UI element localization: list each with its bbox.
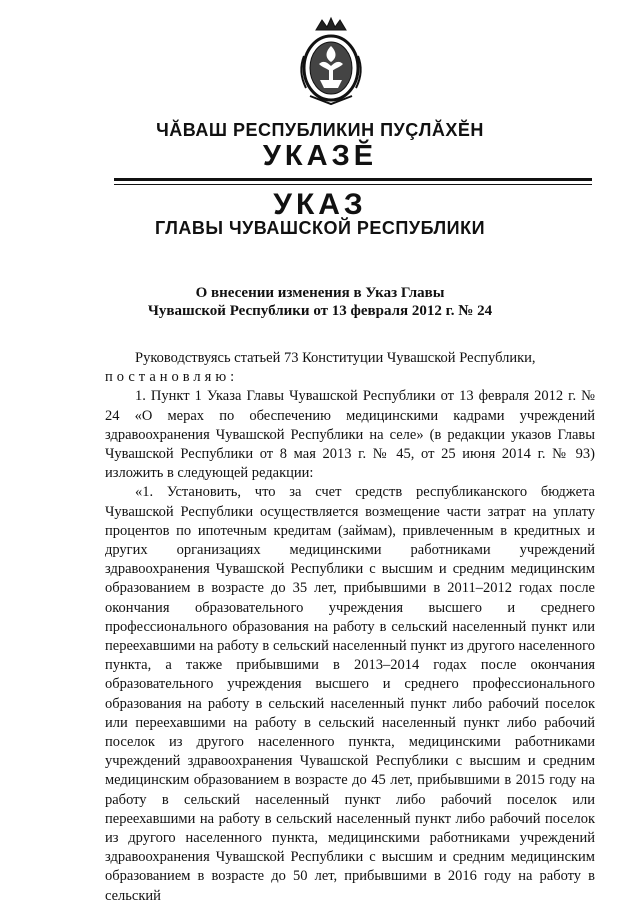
header-divider-thick	[114, 178, 592, 181]
document-body	[105, 349, 595, 906]
header-chuvash-line2: УКАЗĔ	[262, 140, 378, 172]
header-russian-line1: УКАЗ	[273, 188, 367, 221]
header-russian-line2: ГЛАВЫ ЧУВАШСКОЙ РЕСПУБЛИКИ	[154, 218, 486, 238]
document-title-line2: Чувашской Республики от 13 февраля 2012 г. № 24	[147, 303, 493, 319]
coat-of-arms-emblem	[292, 16, 370, 106]
body-paragraph-3: «1. Установить, что за счет средств республиканского бюджета Чувашской Республики осуществляется возмещение части затрат на уплату процентов по ипотечным кредитам (займам), привлеченным в кредитных и других организациях медицинскими работниками учреждений здравоохранения Чувашской Республики с высшим и средним медицинским образованием в возрасте до 35 лет, прибывшими в 2011–2012 годах после окончания образовательного учреждения высшего и среднего профессионального образования на работу в сельский населенный пункт или переехавшими на работу в сельский населенный пункт из другого населенного пункта, а также прибывшими в 2013–2014 годах после окончания образовательного учреждения высшего и среднего профессионального образования на работу в сельский населенный пункт либо рабочий поселок или переехавшими на работу в сельский населенный пункт либо рабочий поселок из другого населенного пункта, медицинскими работниками учреждений здравоохранения Чувашской Республики с высшим и средним медицинским образованием в возрасте до 45 лет, прибывшими в 2015 году на работу в сельский населенный пункт либо рабочий поселок или переехавшими на работу в сельский населенный пункт либо рабочий поселок из другого населенного пункта, медицинскими работниками учреждений здравоохранения Чувашской Республики с высшим и средним медицинским образованием в возрасте до 50 лет, прибывшими в 2016 году на работу в сельский	[105, 484, 595, 904]
document-title-line1: О внесении изменения в Указ Главы	[195, 285, 445, 301]
body-paragraph-1b: постановляю:	[105, 369, 239, 386]
header-divider-thin	[114, 184, 592, 185]
header-chuvash-line1: ЧĂВАШ РЕСПУБЛИКИН ПУÇЛĂХĔН	[156, 120, 484, 140]
body-paragraph-1: Руководствуясь статьей 73 Конституции Чувашской Республики,	[135, 350, 536, 366]
body-paragraph-2: 1. Пункт 1 Указа Главы Чувашской Республики от 13 февраля 2012 г. № 24 «О мерах по обеспечению медицинскими кадрами учреждений здравоохранения Чувашской Республики на селе» (в редакции указов Главы Чувашской Республики от 8 мая 2013 г. № 45, от 25 июня 2014 г. № 93) изложить в следующей редакции:	[105, 388, 595, 482]
